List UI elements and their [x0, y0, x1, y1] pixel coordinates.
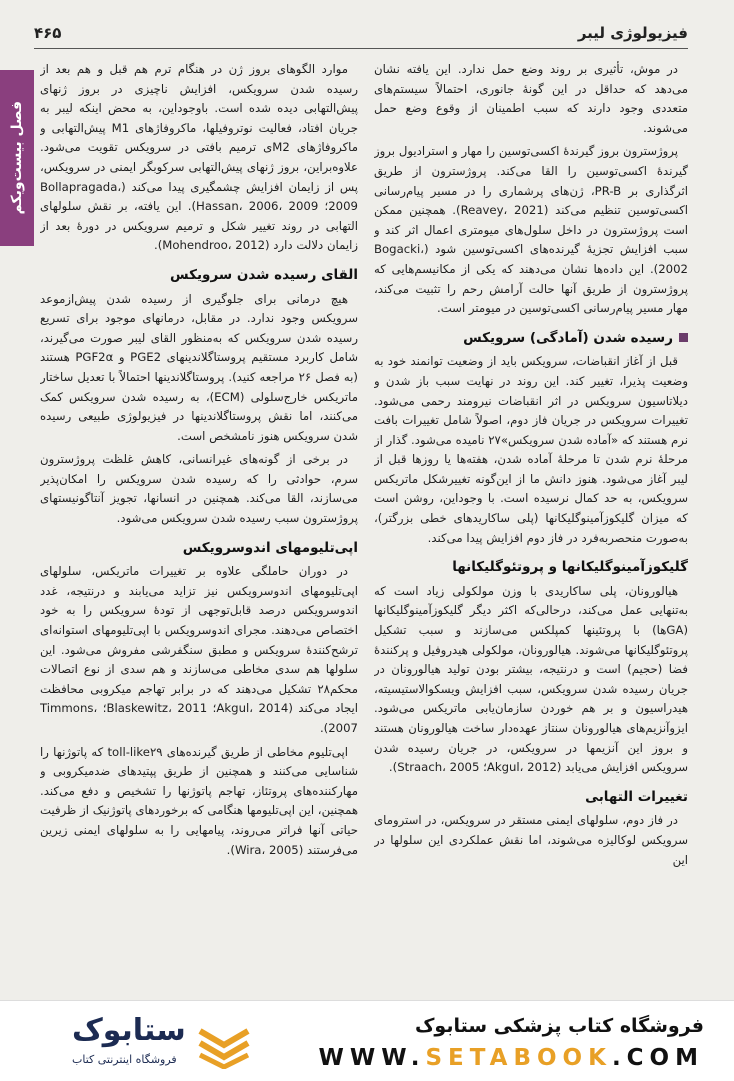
paragraph: اپی‌تلیوم مخاطی از طریق گیرنده‌های toll-like۲۹ که پاتوژنها را شناسایی می‌کنند و همچنین از طریق پپتیدهای ضدمیکروبی و مهارکننده‌های پروتئاز، تهاجم پاتوژنها را تشخیص و دفع می‌کند. همچنین، این اپی‌تلیومها هنگامی که برخوردهای پاتوژنیک از ظرفیت حیاتی آنها فراتر می‌روند، پیامهایی را به سلولهای ایمنی زیرین می‌فرستند (Wira، 2005). — [40, 744, 358, 857]
paragraph: هیالورونان، پلی ساکاریدی با وزن مولکولی زیاد است که به‌تنهایی عمل می‌کند، درحالی‌که اکثر دیگر گلیکوزآمینوگلیکانها (GAها) با پروتئینها کمپلکس می‌سازند و سبب تشکیل پروتئوگلیکانها می‌شوند. هیالورونان، مولکولی هیدروفیل و پرکنندهٔ فضا (حجیم) است و درنتیجه، بیشتر بودن تولید هیالورونان در جریان رسیده شدن سرویکس، سبب افزایش ویسکوالاستیسیته، هیدراسیون و بر هم خوردن سازمان‌یابی ماتریکس می‌شود. ایزوآنزیم‌های هیالورونان سنتاز عهده‌دار ساخت هیالورونان هستند و بروز این آنزیمها در سرویکس، در جریان رسیده شدن سرویکس افزایش می‌یابد (Akgul، 2012؛ Straach، 2005). — [374, 583, 688, 775]
site-brand: SETABOOK — [425, 1045, 612, 1071]
paragraph: در برخی از گونه‌های غیرانسانی، کاهش غلظت پروژسترون سرم، حوادثی را که رسیده شدن سرویکس را امکان‌پذیر می‌سازند، القا می‌کند. همچنین در انسانها، تجویز آنتاگونیستهای پروژسترون سبب رسیده شدن سرویکس می‌شود. — [40, 452, 358, 526]
section-heading-text: رسیده شدن (آمادگی) سرویکس — [463, 329, 673, 346]
site-prefix: WWW. — [318, 1045, 426, 1071]
paragraph: در موش، تأثیری بر روند وضع حمل ندارد. این یافته نشان می‌دهد که حداقل در این گونهٔ جانوری، احتمالاً سیستم‌های متعددی وجود دارند که سبب اطمینان از وقوع وضع حمل می‌شوند. — [374, 62, 688, 135]
left-column — [40, 60, 358, 996]
subsection-heading: تغییرات التهابی — [585, 788, 688, 805]
paragraph: موارد الگوهای بروز ژن در هنگام ترم هم قبل و هم بعد از رسیده شدن سرویکس، افزایش ناچیزی در بروز ژنهای پیش‌التهابی دیده شده است. باوجوداین، به محض اینکه لیبر به جریان افتاد، فعالیت نوتروفیلها، ماکروفاژهای M1 پیش‌التهابی و ماکروفاژهای M2ی ترمیم بافتی در سرویکس تقویت می‌شود. علاوه‌براین، بروز ژنهای پیش‌التهابی سرکوبگر ایمنی در سرویکس، پس از زایمان افزایش چشمگیری پیدا می‌کند (Bollapragada، 2009؛ Hassan، 2006، 2009). این یافته، بر نقش سلولهای التهابی در روند تغییر شکل و ترمیم سرویکس در دورهٔ بعد از زایمان دلالت دارد (Mohendroo، 2012). — [40, 62, 358, 253]
site-suffix: .COM — [611, 1045, 704, 1071]
chapter-tab-label: فصل بیست‌ویکم — [9, 101, 25, 215]
store-website-link[interactable] — [319, 1045, 705, 1071]
square-bullet-icon — [679, 333, 688, 342]
running-title: فیزیولوژی لیبر — [577, 24, 688, 42]
header-rule — [34, 48, 688, 49]
logo-wordmark: ستابوک — [72, 1013, 186, 1048]
subsection-heading: القای رسیده شدن سرویکس — [170, 266, 358, 283]
chapter-tab — [0, 70, 34, 246]
paragraph: پروژسترون بروز گیرندهٔ اکسی‌توسین را مهار و استرادیول بروز گیرندهٔ اکسی‌توسین را القا می‌کند. پروژسترون از طریق اثرگذاری بر PR-B، ژن‌های پرشماری را در مسیر پیام‌رسانی اکسی‌توسین تنظیم می‌کند (Reavey، 2021). همچنین ممکن است پروژسترون در داخل سلول‌های میومتری اعمال اثر کند و سبب افزایش تجزیهٔ گیرنده‌های اکسی‌توسین شود (Bogacki، 2002). این داده‌ها نشان می‌دهند که یکی از مکانیسم‌هایی که پروژسترون از طریق آنها حالت آرامش رحم را تثبیت می‌کند، مهار مسیر پیام‌رسانی اکسی‌توسین در میومتر است. — [374, 144, 688, 316]
paragraph: در دوران حاملگی علاوه بر تغییرات ماتریکس، سلولهای اپی‌تلیومهای اندوسرویکس نیز تزاید می‌یابند و درنتیجه، غدد اندوسرویکس درصد قابل‌توجهی از تودهٔ سرویکس را به خود اختصاص می‌دهند. مجرای اندوسرویکس با اپی‌تلیومهای استوانه‌ای ترشح‌کنندهٔ سرویکس و مطبق سنگفرشی مفروش می‌شود. این سلولها هم سدی مخاطی می‌سازند و هم سدی از نوع اتصالات محکم۲۸ تشکیل می‌دهند که در برابر تهاجم میکروبی محافظت ایجاد می‌کند (Akgul، 2014؛ Blaskewitz، 2011؛ Timmons، 2007). — [40, 564, 358, 735]
paragraph: قبل از آغاز انقباضات، سرویکس باید از وضعیت توانمند خود به وضعیت پذیرا، تغییر کند. این روند در نهایت سبب باز شدن و دیلاتاسیون سرویکس در اثر انقباضات نیرومند رحمی می‌شود. تغییرات سرویکس در جریان فاز دوم، اصولاً شامل تغییرات بافت نرم هستند که «آماده شدن سرویکس»۲۷ نامیده می‌شود. گذار از مرحلهٔ نرم شدن تا مرحلهٔ آماده شدن، هفته‌ها یا روزها قبل از لیبر آغاز می‌شود. هنوز دانش ما از این‌گونه تغییرشکل ماتریکس سرویکس، به حد کمال نرسیده است. با وجوداین، روشن است که میزان گلیکوزآمینوگلیکانها (پلی ساکاریدهای خطی بزرگتر)، به‌صورت منحصربه‌فرد در فاز دوم افزایش پیدا می‌کند. — [374, 354, 688, 545]
section-heading — [374, 329, 688, 349]
paragraph: در فاز دوم، سلولهای ایمنی مستقر در سرویکس، در استرومای سرویکس لوکالیزه می‌شوند، اما نقش عملکردی این سلولها در این — [374, 813, 688, 867]
paragraph: هیچ درمانی برای جلوگیری از رسیده شدن پیش‌ازموعد سرویکس وجود ندارد. در مقابل، درمانهای موجود برای تسریع رسیده شدن سرویکس که به‌منظور القای لیبر صورت می‌گیرند، شامل کاربرد مستقیم پروستاگلاندینهای PGE2 و PGF2α هستند (به فصل ۲۶ مراجعه کنید). پروستاگلاندینها احتمالاً با تعدیل ساختار ماتریکس خارج‌سلولی (ECM)، به رسیده شدن سرویکس کمک می‌کنند، اما نقش پروستاگلاندینها در فیزیولوژی طبیعی رسیده شدن سرویکس هنوز نامشخص است. — [40, 291, 358, 443]
page-number: ۴۶۵ — [34, 24, 62, 42]
store-footer — [0, 1000, 734, 1081]
logo-tagline: فروشگاه اینترنتی کتاب — [72, 1053, 177, 1066]
subsection-heading: اپی‌تلیومهای اندوسرویکس — [182, 539, 358, 556]
store-logo[interactable] — [18, 1009, 268, 1073]
chevron-logo-icon — [194, 1025, 254, 1069]
right-column — [374, 60, 688, 996]
page-header — [34, 20, 688, 46]
store-name: فروشگاه کتاب پزشکی ستابوک — [414, 1015, 704, 1037]
subsection-heading: گلیکوزآمینوگلیکانها و پروتئوگلیکانها — [452, 559, 688, 576]
